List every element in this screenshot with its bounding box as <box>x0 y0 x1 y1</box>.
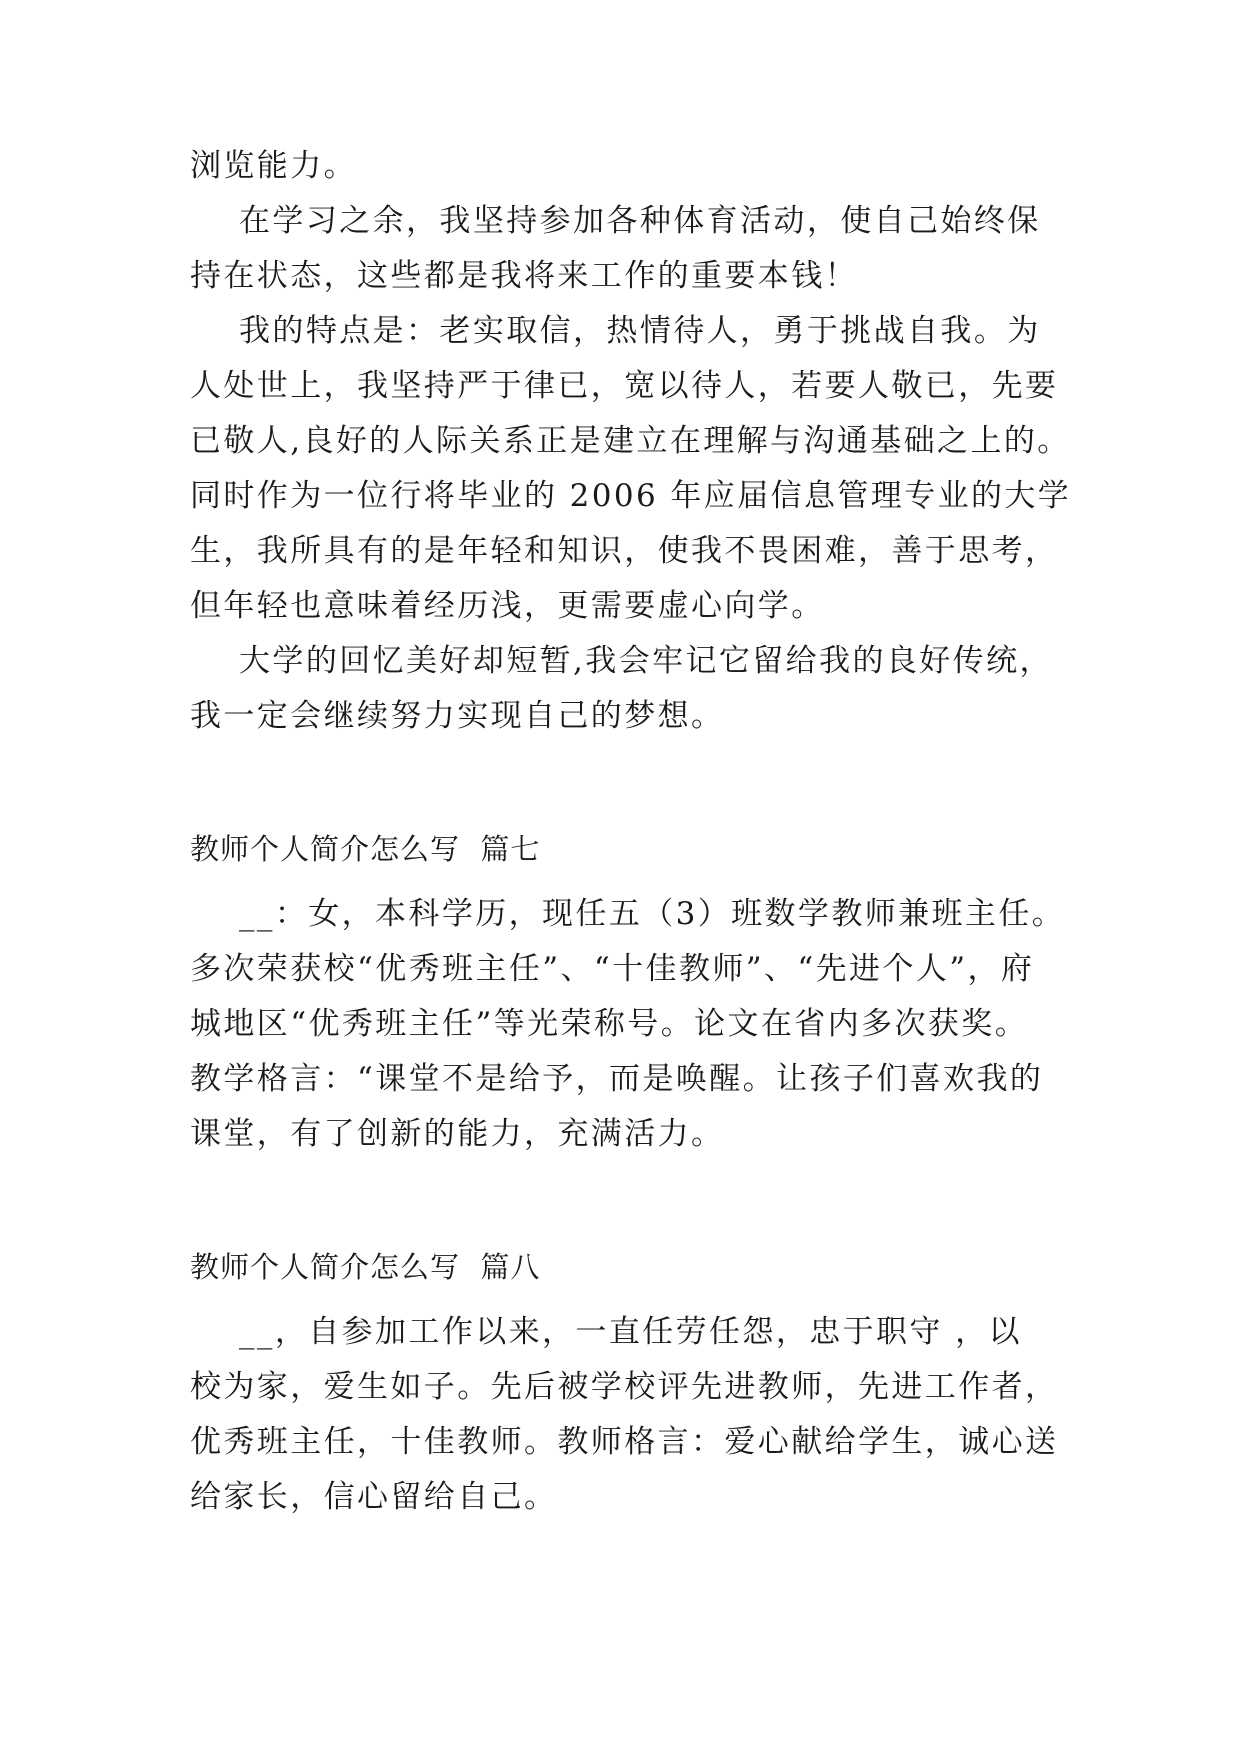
section-heading-7: 教师个人简介怎么写 篇七 <box>190 832 541 866</box>
text-line: 持在状态，这些都是我将来工作的重要本钱！ <box>190 258 858 294</box>
text-line: 城地区“优秀班主任”等光荣称号。论文在省内多次获奖。 <box>190 1006 1029 1042</box>
text-line: 优秀班主任，十佳教师。教师格言：爱心献给学生，诚心送 <box>190 1424 1059 1460</box>
text-line: 我一定会继续努力实现自己的梦想。 <box>190 698 725 734</box>
text-line: __：女，本科学历，现任五（3）班数学教师兼班主任。 <box>190 896 1066 932</box>
text-line: 同时作为一位行将毕业的 2006 年应届信息管理专业的大学 <box>190 478 1072 514</box>
text-line: 给家长，信心留给自己。 <box>190 1479 558 1515</box>
text-line: 但年轻也意味着经历浅，更需要虚心向学。 <box>190 588 825 624</box>
section-heading-8: 教师个人简介怎么写 篇八 <box>190 1250 541 1284</box>
text-line: 生，我所具有的是年轻和知识，使我不畏困难，善于思考， <box>190 533 1059 569</box>
text-line: 已敬人,良好的人际关系正是建立在理解与沟通基础之上的。 <box>190 423 1071 459</box>
text-line: 多次荣获校“优秀班主任”、“十佳教师”、“先进个人”，府 <box>190 951 1035 987</box>
text-line: 校为家，爱生如子。先后被学校评先进教师，先进工作者， <box>190 1369 1059 1405</box>
text-line: 教学格言：“课堂不是给予，而是唤醒。让孩子们喜欢我的 <box>190 1061 1044 1097</box>
text-line: 人处世上，我坚持严于律已，宽以待人，若要人敬已，先要 <box>190 368 1059 404</box>
text-line: __，自参加工作以来，一直任劳任怨，忠于职守 ，以 <box>190 1314 1022 1350</box>
text-line: 大学的回忆美好却短暂,我会牢记它留给我的良好传统， <box>190 643 1053 679</box>
text-line: 课堂，有了创新的能力，充满活力。 <box>190 1116 725 1152</box>
text-line: 在学习之余，我坚持参加各种体育活动，使自己始终保 <box>190 203 1041 239</box>
text-line: 我的特点是：老实取信，热情待人，勇于挑战自我。为 <box>190 313 1041 349</box>
text-line: 浏览能力。 <box>190 148 357 184</box>
